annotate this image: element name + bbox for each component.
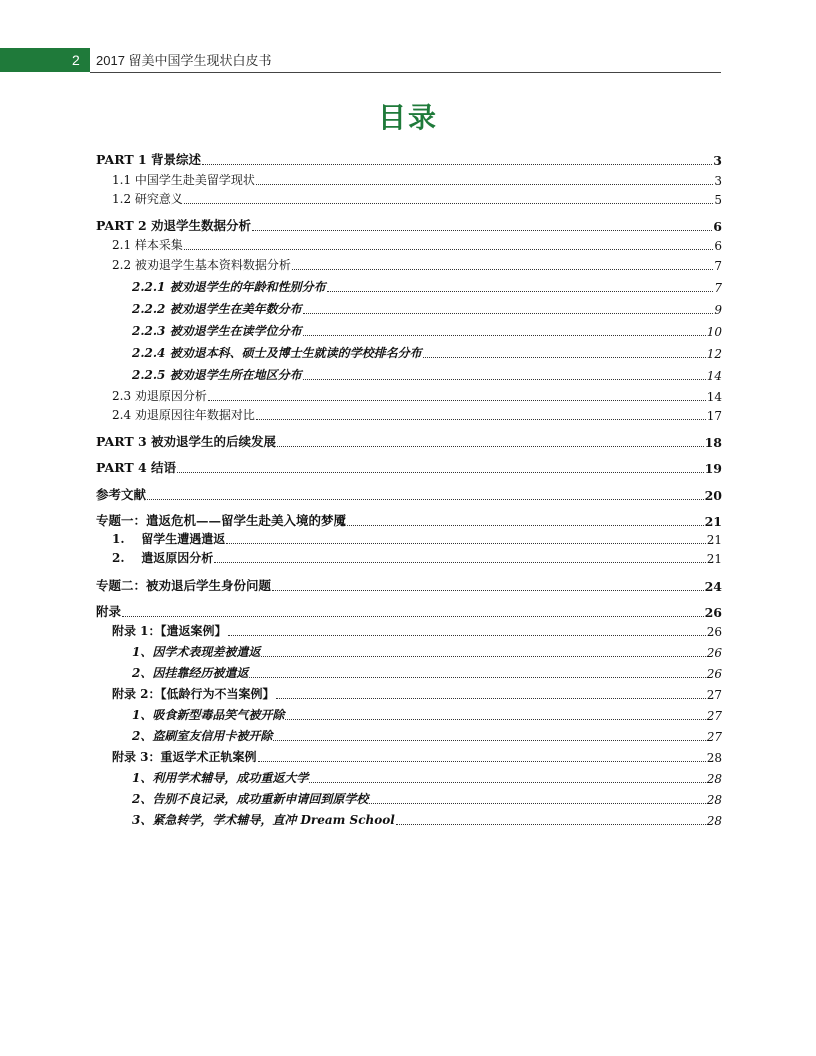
toc-entry-page: 6: [713, 219, 722, 234]
toc-entry-label: 2、告别不良记录，成功重新申请回到原学校: [132, 792, 369, 806]
toc-entry-page: 14: [706, 369, 722, 383]
toc-entry-appendix2-1[interactable]: [96, 706, 722, 723]
dot-leader: [208, 399, 706, 401]
toc-entry-appendix3[interactable]: [96, 748, 722, 765]
toc-entry-2-1[interactable]: [96, 236, 722, 253]
dot-leader: [184, 248, 713, 250]
page-header: [0, 0, 816, 80]
toc-entry-page: 26: [706, 646, 722, 660]
dot-leader: [226, 542, 705, 544]
toc-entry-appendix2[interactable]: [96, 685, 722, 702]
dot-leader: [277, 445, 704, 447]
toc-entry-appendix3-3[interactable]: [96, 811, 722, 828]
toc-entry-page: 14: [706, 390, 722, 404]
toc-entry-page: 26: [706, 667, 722, 681]
toc-entry-2-4[interactable]: [96, 406, 722, 423]
toc-entry-label: 附录 2：【低龄行为不当案例】: [112, 687, 275, 701]
dot-leader: [258, 760, 706, 762]
toc-entry-page: 3: [713, 153, 722, 168]
toc-entry-1-1[interactable]: [96, 171, 722, 188]
toc-entry-1-2[interactable]: [96, 190, 722, 207]
dot-leader: [147, 498, 704, 500]
toc-entry-label: PART 2 劝退学生数据分析: [96, 218, 252, 233]
page-number-badge: [0, 48, 90, 72]
toc-entry-2-2-5[interactable]: [96, 366, 722, 383]
toc-entry-page: 17: [706, 409, 722, 423]
toc-entry-label: 1. 留学生遭遇遣返: [112, 532, 226, 546]
dot-leader: [347, 524, 704, 526]
toc-entry-appendix[interactable]: [96, 602, 722, 620]
toc-entry-part4[interactable]: [96, 458, 722, 476]
toc-entry-2-2-2[interactable]: [96, 300, 722, 317]
dot-leader: [292, 268, 713, 270]
toc-entry-page: 28: [706, 772, 722, 786]
toc-entry-page: 5: [714, 193, 722, 207]
toc-entry-label: 2.2.2 被劝退学生在美年数分布: [132, 302, 302, 316]
dot-leader: [122, 615, 704, 617]
toc-entry-page: 28: [706, 814, 722, 828]
toc-entry-appendix2-2[interactable]: [96, 727, 722, 744]
dot-leader: [303, 378, 706, 380]
toc-entry-page: 27: [706, 688, 722, 702]
toc-entry-label: 2. 遣返原因分析: [112, 551, 214, 565]
dot-leader: [285, 718, 705, 720]
toc-entry-label: 2.2 被劝退学生基本资料数据分析: [112, 258, 291, 272]
toc-entry-appendix3-2[interactable]: [96, 790, 722, 807]
page-number: 2: [72, 52, 80, 68]
dot-leader: [249, 676, 705, 678]
toc-entry-page: 12: [706, 347, 722, 361]
toc-entry-page: 18: [704, 435, 722, 450]
toc-entry-appendix3-1[interactable]: [96, 769, 722, 786]
header-divider: [90, 72, 721, 73]
toc-entry-part1[interactable]: [96, 150, 722, 168]
toc-entry-label: 专题一：遣返危机——留学生赴美入境的梦魇: [96, 513, 347, 528]
toc-entry-2-2[interactable]: [96, 256, 722, 273]
toc-entry-label: 1.2 研究意义: [112, 192, 183, 206]
toc-entry-2-3[interactable]: [96, 387, 722, 404]
toc-entry-page: 21: [706, 552, 722, 566]
toc-entry-label: 2.1 样本采集: [112, 238, 183, 252]
dot-leader: [272, 589, 704, 591]
toc-entry-page: 20: [704, 488, 722, 503]
dot-leader: [214, 561, 705, 563]
toc-entry-page: 27: [706, 730, 722, 744]
toc-entry-label: 3、紧急转学，学术辅导，直冲 Dream School: [132, 813, 395, 827]
dot-leader: [252, 229, 712, 231]
toc-entry-page: 24: [704, 579, 722, 594]
toc-entry-label: 附录: [96, 604, 122, 619]
toc-entry-page: 21: [706, 533, 722, 547]
toc-entry-part2[interactable]: [96, 216, 722, 234]
toc-entry-page: 21: [704, 514, 722, 529]
toc-entry-page: 26: [706, 625, 722, 639]
toc-entry-part3[interactable]: [96, 432, 722, 450]
dot-leader: [256, 418, 706, 420]
toc-entry-page: 3: [714, 174, 722, 188]
toc-entry-label: 1、利用学术辅导，成功重返大学: [132, 771, 309, 785]
dot-leader: [303, 334, 706, 336]
dot-leader: [184, 202, 713, 204]
toc-entry-label: 专题二：被劝退后学生身份问题: [96, 578, 272, 593]
toc-entry-page: 19: [704, 461, 722, 476]
toc-entry-page: 7: [714, 259, 722, 273]
dot-leader: [303, 312, 713, 314]
toc-entry-label: 附录 3：重返学术正轨案例: [112, 750, 257, 764]
toc-entry-label: 2.2.4 被劝退本科、硕士及博士生就读的学校排名分布: [132, 346, 422, 360]
toc-entry-page: 9: [714, 303, 722, 317]
toc-entry-label: PART 3 被劝退学生的后续发展: [96, 434, 277, 449]
toc-entry-page: 27: [706, 709, 722, 723]
dot-leader: [256, 183, 713, 185]
dot-leader: [261, 655, 705, 657]
toc-entry-label: 2.4 劝退原因往年数据对比: [112, 408, 255, 422]
toc-entry-label: PART 4 结语: [96, 460, 177, 475]
toc-entry-label: 1、因学术表现差被遣返: [132, 645, 261, 659]
dot-leader: [273, 739, 705, 741]
dot-leader: [177, 471, 704, 473]
toc-entry-page: 6: [714, 239, 722, 253]
document-title: 2017 留美中国学生现状白皮书: [96, 53, 272, 68]
toc-entry-page: 10: [706, 325, 722, 339]
dot-leader: [423, 356, 706, 358]
toc-entry-label: 1、吸食新型毒品笑气被开除: [132, 708, 285, 722]
toc-entry-page: 7: [714, 281, 722, 295]
toc-entry-topic1-1[interactable]: [96, 530, 722, 547]
toc-entry-2-2-1[interactable]: [96, 278, 722, 295]
toc-entry-label: 2.2.1 被劝退学生的年龄和性别分布: [132, 280, 326, 294]
toc-entry-page: 26: [704, 605, 722, 620]
toc-entry-label: 参考文献: [96, 487, 147, 502]
toc-entry-topic2[interactable]: [96, 576, 722, 594]
toc-entry-appendix1-2[interactable]: [96, 664, 722, 681]
toc-entry-label: PART 1 背景综述: [96, 152, 202, 167]
dot-leader: [327, 290, 713, 292]
toc-entry-references[interactable]: [96, 485, 722, 503]
toc-entry-label: 2.2.3 被劝退学生在读学位分布: [132, 324, 302, 338]
dot-leader: [228, 634, 706, 636]
toc-entry-label: 附录 1：【遣返案例】: [112, 624, 227, 638]
dot-leader: [276, 697, 706, 699]
toc-entry-label: 2.2.5 被劝退学生所在地区分布: [132, 368, 302, 382]
toc-heading: 目录: [377, 101, 438, 134]
dot-leader: [202, 163, 712, 165]
dot-leader: [309, 781, 705, 783]
toc-entry-page: 28: [706, 751, 722, 765]
toc-entry-page: 28: [706, 793, 722, 807]
toc-entry-label: 1.1 中国学生赴美留学现状: [112, 173, 255, 187]
toc-entry-appendix1[interactable]: [96, 622, 722, 639]
toc-entry-2-2-3[interactable]: [96, 322, 722, 339]
toc-entry-2-2-4[interactable]: [96, 344, 722, 361]
toc-entry-topic1-2[interactable]: [96, 549, 722, 566]
toc-entry-topic1[interactable]: [96, 511, 722, 529]
toc-entry-label: 2.3 劝退原因分析: [112, 389, 207, 403]
toc-entry-appendix1-1[interactable]: [96, 643, 722, 660]
toc-entry-label: 2、因挂靠经历被遣返: [132, 666, 249, 680]
dot-leader: [369, 802, 705, 804]
toc-entry-label: 2、盗刷室友信用卡被开除: [132, 729, 273, 743]
dot-leader: [396, 823, 706, 825]
